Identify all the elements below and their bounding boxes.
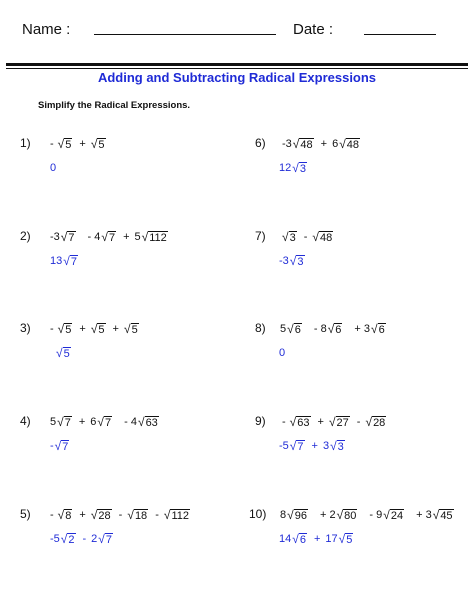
radical-sign-icon: √ [97,415,104,429]
term-prefix: - [50,509,54,521]
term [91,322,106,336]
radicand: 3 [337,441,344,453]
radical [91,137,106,151]
radical [58,508,73,522]
radical-sign-icon: √ [163,508,171,522]
radical-sign-icon: √ [292,137,300,151]
radical [63,254,78,268]
radical [433,508,454,522]
problem-expression [50,230,174,244]
radical [57,415,72,429]
radicand: 48 [319,232,333,244]
term-prefix: - [282,416,286,428]
radical-sign-icon: √ [63,254,70,268]
term-coefficient: 2 [91,533,98,545]
radicand: 45 [440,510,453,522]
radical-sign-icon: √ [328,415,336,429]
radical-sign-icon: √ [137,415,145,429]
radical-sign-icon: √ [289,254,297,268]
problem-answer [279,346,291,360]
radical [138,415,159,429]
radical [330,439,345,453]
radical [164,508,190,522]
term-coefficient: 5 [280,323,287,335]
radical-sign-icon: √ [57,137,65,151]
term [282,415,311,429]
radical-sign-icon: √ [57,322,65,336]
radical-sign-icon: √ [90,137,98,151]
problem-answer [50,161,62,175]
term [282,137,314,151]
radicand: 7 [297,441,304,453]
date-label: Date : [293,21,334,38]
operator: - [118,509,123,521]
term [279,254,305,268]
radicand: 2 [68,534,75,546]
operator: + [123,231,130,243]
term [50,230,76,244]
term [127,508,148,522]
term-coefficient: -3 [279,255,289,267]
radical [127,508,148,522]
term [365,415,386,429]
radicand: 28 [98,510,111,522]
radical [371,322,386,336]
term-coefficient: -3 [50,231,60,243]
term [50,415,72,429]
term-coefficient: 12 [279,162,292,174]
radical-sign-icon: √ [287,322,294,336]
term [279,532,307,546]
problem-expression [282,415,392,429]
header-rule-thin [6,68,468,69]
radical-sign-icon: √ [365,415,373,429]
radical-sign-icon: √ [312,230,319,244]
term [50,439,69,453]
radical [365,415,386,429]
radical-sign-icon: √ [56,346,63,360]
problem-number: 1) [20,136,31,150]
operator: - [303,231,308,243]
operator: + [79,323,86,335]
term [135,230,168,244]
radical [61,532,76,546]
term-coefficient: + 2 [319,509,336,521]
problem-number: 3) [20,321,31,335]
radicand: 5 [65,324,72,336]
radical-sign-icon: √ [339,137,346,151]
radicand: 7 [105,417,112,429]
radical [339,532,354,546]
problem-number: 9) [255,414,266,428]
radical [142,230,168,244]
radicand: 7 [68,232,75,244]
term [50,532,76,546]
radical-sign-icon: √ [289,415,297,429]
term [312,230,333,244]
term [354,322,385,336]
radical [329,415,350,429]
worksheet-title: Adding and Subtracting Radical Expressions [97,70,377,85]
term [124,415,159,429]
term-prefix: - [50,323,54,335]
radical [91,322,106,336]
radical-sign-icon: √ [90,322,98,336]
radicand: 6 [378,324,385,336]
radicand: 27 [336,417,349,429]
term [50,137,72,151]
radical [56,346,71,360]
radical [58,322,73,336]
radicand: 7 [62,441,69,453]
header-rule-thick [6,63,468,66]
problem-expression [50,137,112,151]
radicand: 3 [299,163,306,175]
term [91,137,106,151]
problem-expression [282,137,366,151]
radicand: 8 [65,510,72,522]
radicand: 112 [171,510,189,522]
term [332,137,360,151]
operator: + [317,416,324,428]
term [320,508,357,522]
date-line[interactable] [364,34,436,35]
problem-expression [282,230,339,244]
radical [337,508,358,522]
problem-answer [279,439,351,453]
term-prefix: 0 [50,162,57,174]
problem-expression [280,322,392,336]
term [124,322,139,336]
term [56,346,71,360]
term [279,439,305,453]
radical-sign-icon: √ [336,508,344,522]
term [282,230,297,244]
term [91,532,113,546]
term-prefix: - [50,138,54,150]
term [280,322,302,336]
radical-sign-icon: √ [123,322,131,336]
problem-expression [50,415,165,429]
radicand: 48 [300,139,313,151]
radical-sign-icon: √ [141,230,149,244]
radical [55,439,70,453]
term [329,415,350,429]
term [369,508,404,522]
term [279,161,307,175]
term-coefficient: 8 [280,509,287,521]
term [91,508,112,522]
radicand: 6 [299,534,306,546]
radical-sign-icon: √ [60,532,68,546]
term-coefficient: 17 [325,533,338,545]
operator: + [112,323,119,335]
term-coefficient: 6 [90,416,97,428]
term-coefficient: + 3 [354,323,371,335]
radical-sign-icon: √ [98,532,105,546]
radical-sign-icon: √ [101,230,108,244]
radical [290,254,305,268]
radicand: 6 [294,324,301,336]
radical-sign-icon: √ [127,508,134,522]
radicand: 63 [145,417,158,429]
radicand: 48 [346,139,360,151]
term [50,322,72,336]
radical [292,532,307,546]
operator: + [79,138,86,150]
radical-sign-icon: √ [60,230,68,244]
radical [312,230,333,244]
radicand: 5 [98,324,105,336]
radical [339,137,360,151]
term-coefficient: -5 [279,440,289,452]
radical-sign-icon: √ [330,439,337,453]
term [90,415,112,429]
term-coefficient: 5 [50,416,57,428]
radical-sign-icon: √ [327,322,335,336]
radical [287,322,302,336]
radical [383,508,404,522]
operator: - [155,509,159,521]
radical [124,322,139,336]
radicand: 7 [64,417,71,429]
radicand: 3 [297,256,304,268]
term-coefficient: 14 [279,533,292,545]
radical [287,508,308,522]
radical-sign-icon: √ [90,508,98,522]
term [50,508,72,522]
radicand: 5 [65,139,72,151]
operator: - [356,416,361,428]
radical-sign-icon: √ [282,230,289,244]
radical [61,230,76,244]
radical [91,508,112,522]
problem-answer [279,161,313,175]
problem-answer [56,346,77,360]
term-coefficient: 6 [332,138,339,150]
term-coefficient: - 8 [313,323,327,335]
problem-answer [50,254,84,268]
radical-sign-icon: √ [371,322,378,336]
problem-expression [50,322,145,336]
term-coefficient: - 4 [124,416,137,428]
term-prefix: 0 [279,347,286,359]
problem-answer [279,254,311,268]
name-line[interactable] [94,34,276,35]
radicand: 80 [344,510,357,522]
term-coefficient: + 3 [416,509,432,521]
term-coefficient: -3 [282,138,292,150]
problem-answer [50,532,119,546]
problem-number: 5) [20,507,31,521]
problem-number: 7) [255,229,266,243]
term [323,439,345,453]
problem-answer [279,532,359,546]
radical [101,230,116,244]
instructions: Simplify the Radical Expressions. [38,100,191,111]
radicand: 3 [289,232,296,244]
problem-answer [50,439,75,453]
term-coefficient: - 9 [369,509,383,521]
radical-sign-icon: √ [57,508,65,522]
radical [293,137,314,151]
operator: - [82,533,87,545]
problem-number: 4) [20,414,31,428]
radicand: 5 [346,534,353,546]
radicand: 96 [294,510,307,522]
operator: + [78,416,86,428]
radicand: 63 [297,417,310,429]
radical [292,161,307,175]
radical-sign-icon: √ [57,415,64,429]
term [50,254,78,268]
radical [97,415,112,429]
radical-sign-icon: √ [383,508,390,522]
term-coefficient: - 4 [87,231,101,243]
problem-number: 6) [255,136,266,150]
term-coefficient: 3 [322,440,330,452]
operator: + [311,440,318,452]
radical-sign-icon: √ [289,439,297,453]
term-coefficient: - [50,440,54,452]
radicand: 24 [390,510,404,522]
radical [290,439,305,453]
radical-sign-icon: √ [292,532,299,546]
radical-sign-icon: √ [432,508,440,522]
radicand: 7 [108,232,116,244]
problem-number: 2) [20,229,31,243]
radicand: 5 [98,139,105,151]
radical [282,230,297,244]
radical [328,322,343,336]
radical-sign-icon: √ [338,532,346,546]
radical-sign-icon: √ [54,439,62,453]
radicand: 7 [105,534,113,546]
radicand: 18 [134,510,148,522]
operator: + [320,138,328,150]
term-coefficient: -5 [50,533,60,545]
radical [58,137,73,151]
problem-number: 10) [249,507,267,521]
radicand: 5 [131,324,138,336]
problem-expression [280,508,460,522]
radicand: 112 [149,232,167,244]
term [88,230,117,244]
problem-expression [50,508,196,522]
radicand: 28 [373,417,386,429]
term [279,346,285,360]
term-coefficient: 5 [134,231,141,243]
radical [290,415,311,429]
operator: + [313,533,321,545]
operator: + [79,509,86,521]
term [280,508,308,522]
term [416,508,453,522]
radicand: 7 [70,256,77,268]
radical-sign-icon: √ [292,161,299,175]
radical [98,532,113,546]
term [164,508,190,522]
term [325,532,353,546]
radicand: 5 [63,348,70,360]
name-label: Name : [22,21,71,38]
term-coefficient: 13 [50,255,63,267]
term [314,322,343,336]
problem-number: 8) [255,321,266,335]
term [50,161,56,175]
radical-sign-icon: √ [287,508,294,522]
radicand: 6 [335,324,342,336]
